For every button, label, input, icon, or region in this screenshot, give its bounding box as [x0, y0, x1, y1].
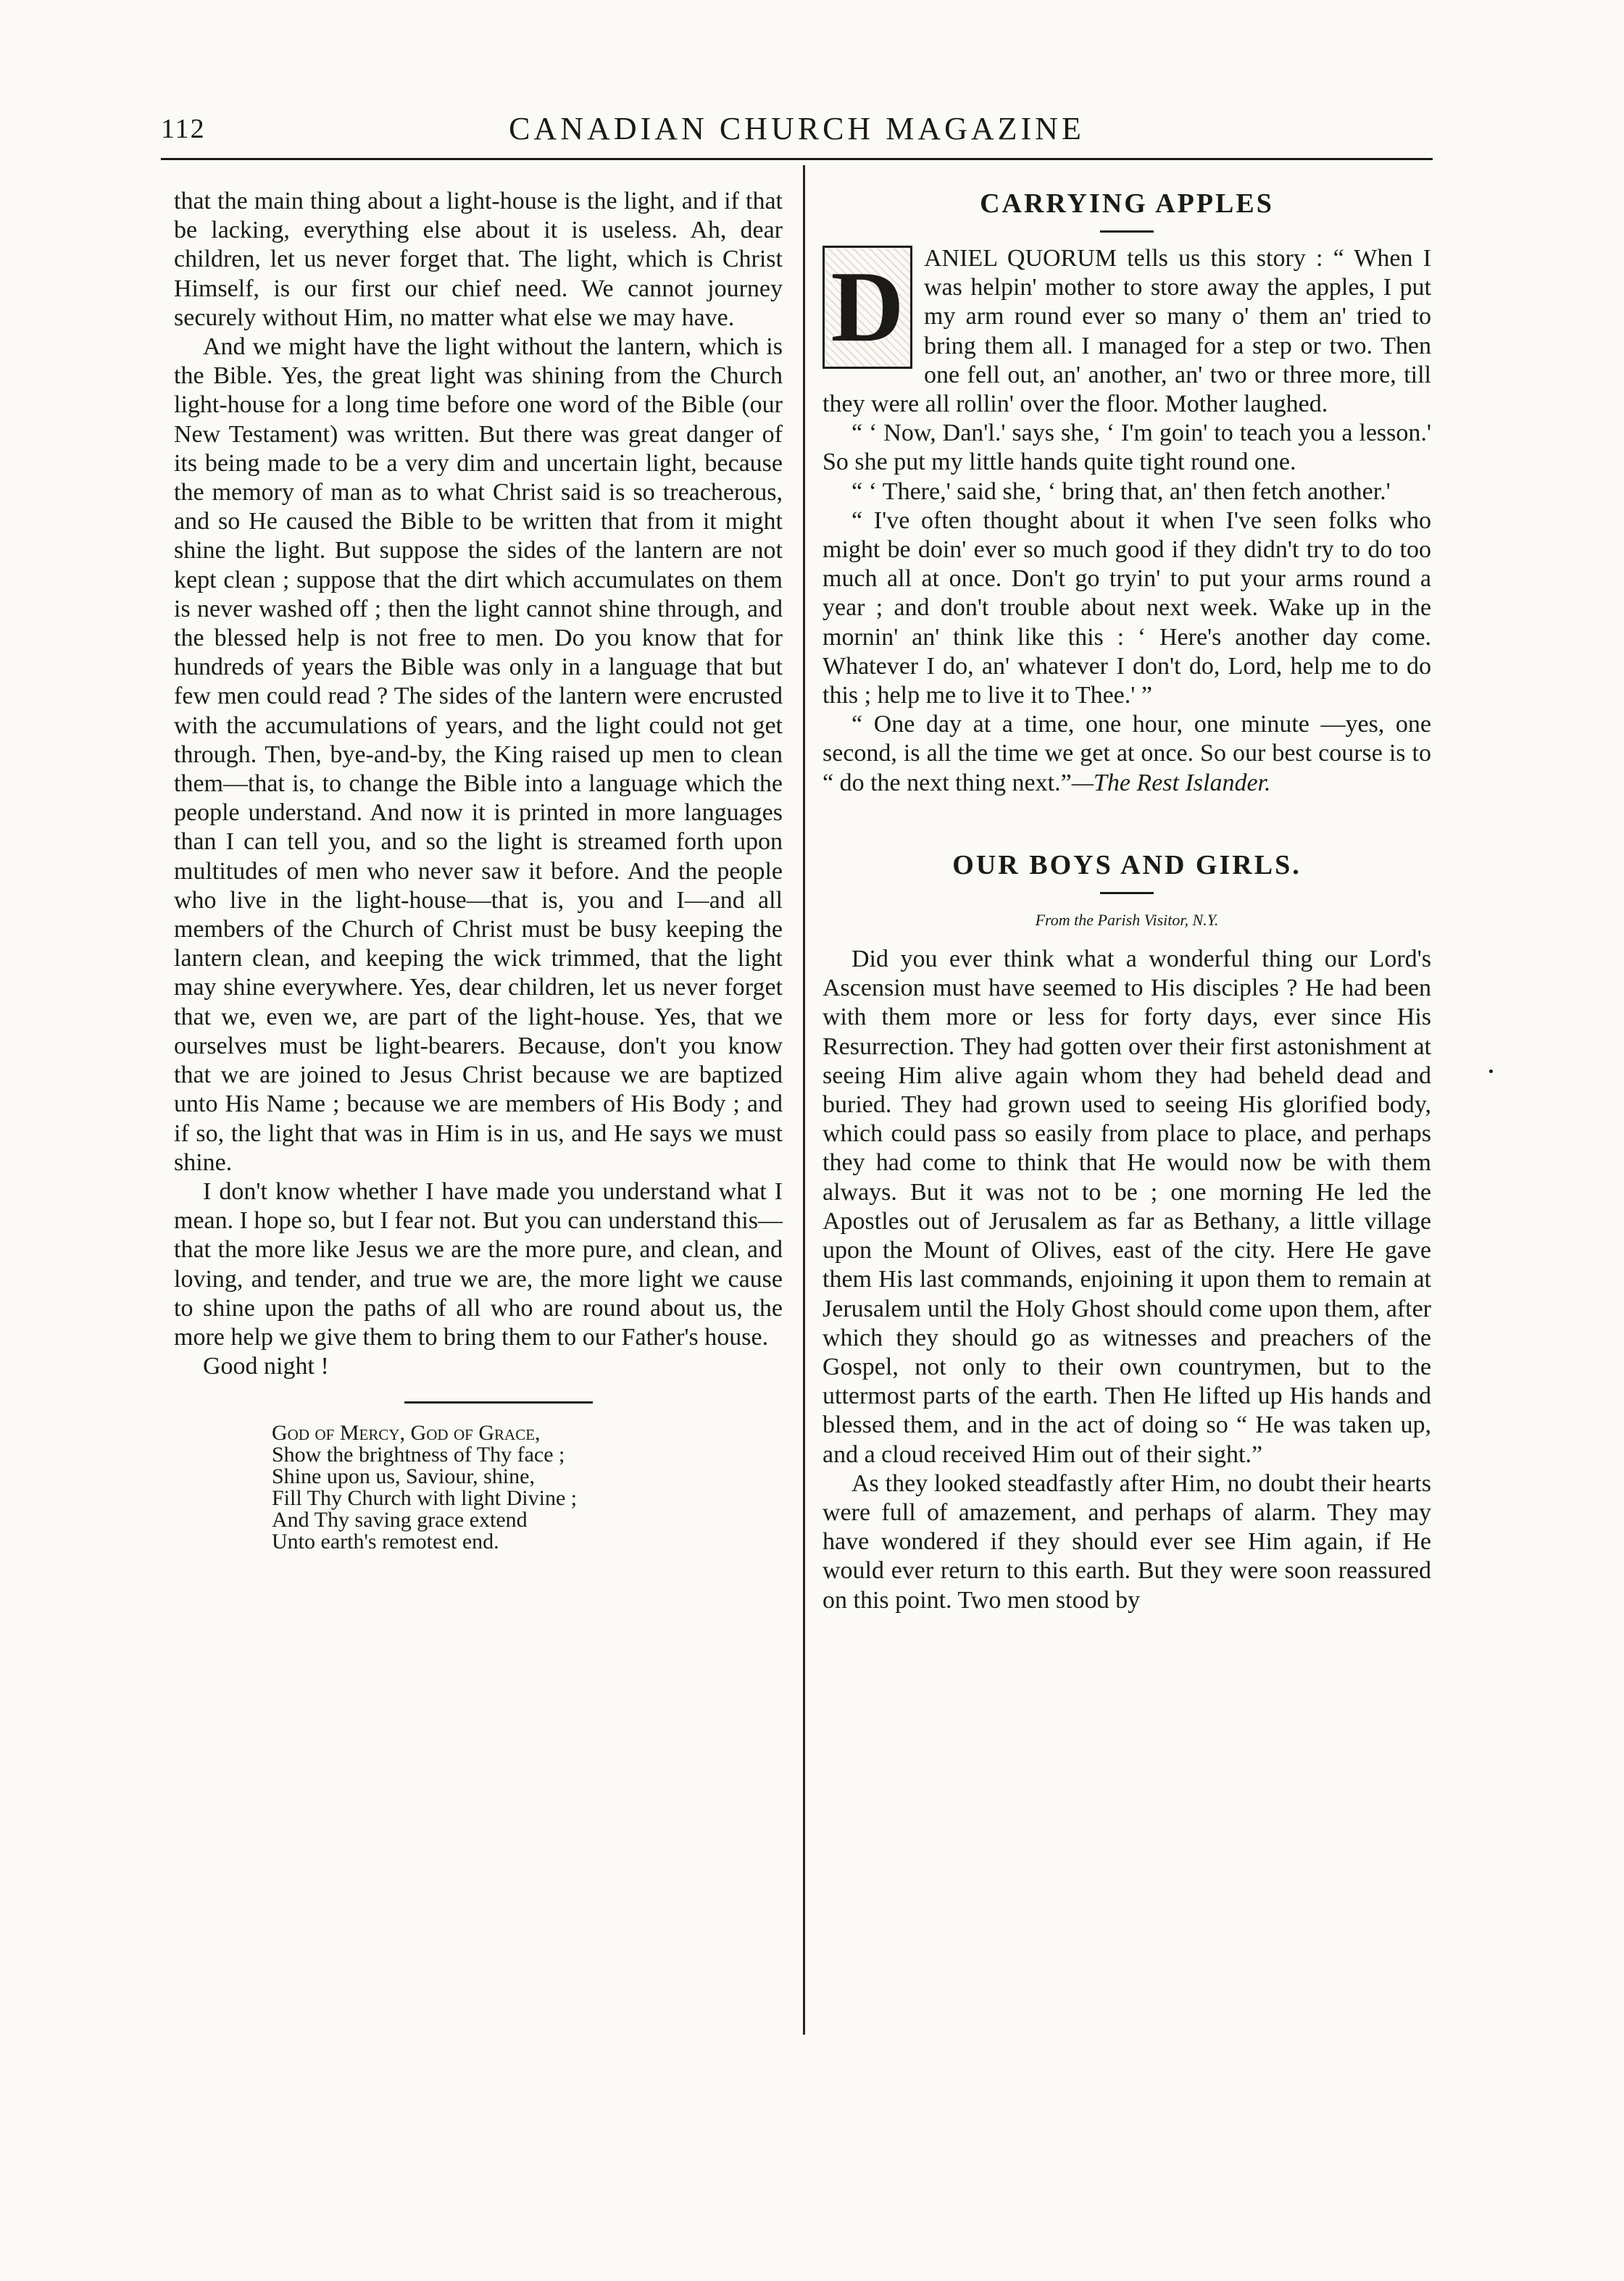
page-speck	[1489, 1069, 1493, 1073]
poem-line: Unto earth's remotest end.	[272, 1530, 499, 1554]
title-rule	[1100, 892, 1154, 894]
left-column	[174, 187, 783, 1553]
section-title-our-boys-and-girls: OUR BOYS AND GIRLS.	[952, 849, 1302, 880]
page-number: 112	[161, 114, 206, 144]
poem	[272, 1422, 783, 1553]
poem-line: Fill Thy Church with light Divine ;	[272, 1486, 578, 1511]
article-byline: From the Parish Visitor, N.Y.	[1035, 910, 1219, 929]
page-header	[161, 109, 1433, 152]
title-rule	[1100, 230, 1154, 233]
poem-line: Show the brightness of Thy face ;	[272, 1443, 565, 1467]
story-text: “ One day at a time, one hour, one minute —yes, one second, is all the time we get at once. So our best course is to “ do the next thing next.”	[823, 711, 1431, 796]
poem-divider	[404, 1401, 593, 1404]
story-paragraph: “ ‘ There,' said she, ‘ bring that, an' then fetch another.'	[851, 478, 1391, 505]
column-divider	[803, 165, 805, 2035]
right-column	[823, 187, 1431, 1615]
section-gap	[823, 798, 1431, 848]
story-paragraph	[823, 710, 1431, 798]
story-paragraph: “ I've often thought about it when I've seen folks who might be doin' ever so much good if they didn't try to do too much all at once. Don't go tryin' to put your arms round a year ; and don't trouble about next week. Wake up in the mornin' an' think like this : ‘ Here's another day come. Whatever I do, an' whatever I don't do, Lord, help me to do this ; help me to live it to Thee.' ”	[823, 506, 1431, 709]
closing-line: Good night !	[203, 1353, 329, 1380]
story-source: —The Rest Islander.	[1071, 769, 1271, 796]
ornamental-drop-cap: D	[823, 246, 912, 369]
body-paragraph: And we might have the light without the lantern, which is the Bible. Yes, the great light was shining from the Church light-house for a long time before one word of the Bible (our New Testament) was written. But there was great danger of its being made to be a very dim and uncertain light, because the memory of man as to what Christ said is so treacherous, and so He caused the Bible to be written that from it might shine the light. But suppose the sides of the lantern are not kept clean ; suppose that the dirt which accumulates on them is never washed off ; then the light cannot shine through, and the blessed help is not free to men. Do you know that for hundreds of years the Bible was only in a language that but few men could read ? The sides of the lantern were encrusted with the accumulations of years, and the light could not get through. Then, bye-and-by, the King raised up men to clean them—that is, to change the Bible into a language which the people understand. And now it is printed in more languages than I can tell you, and so the light is streamed forth upon multitudes of men who never saw it before. And the people who live in the light-house—that is, you and I—and all members of the Church of Christ must be busy keeping the lantern clean, and keeping the wick trimmed, that the light may shine everywhere. Yes, dear children, let us never forget that we, even we, are part of the light-house. Yes, that we ourselves must be light-bearers. Because, don't you know that we are joined to Jesus Christ because we are baptized unto His Name ; because we are members of His Body ; and if so, the light that was in Him is in us, and He says we must shine.	[174, 333, 783, 1176]
magazine-title: CANADIAN CHURCH MAGAZINE	[509, 111, 1085, 146]
poem-line: Shine upon us, Saviour, shine,	[272, 1464, 535, 1489]
story-paragraph	[823, 244, 1431, 419]
poem-line: God of Mercy, God of Grace,	[272, 1421, 541, 1446]
body-paragraph: I don't know whether I have made you understand what I mean. I hope so, but I fear not. But you can understand this—that the more like Jesus we are the more pure, and clean, and loving, and tender, and true we are, the more light we cause to shine upon the paths of all who are round about us, the more help we give them to bring them to our Father's house.	[174, 1177, 783, 1351]
article-paragraph: As they looked steadfastly after Him, no doubt their hearts were full of amazement, and perhaps of alarm. They may have wondered if they should ever see Him again, if He would ever return to this earth. But they were soon reassured on this point. Two men stood by	[823, 1469, 1431, 1614]
poem-line: And Thy saving grace extend	[272, 1508, 528, 1533]
header-rule	[161, 158, 1433, 160]
body-paragraph: that the main thing about a light-house is the light, and if that be lacking, everything else about it is useless. Ah, dear children, let us never forget that. The light, which is Christ Himself, is our first our chief need. We cannot journey securely without Him, no matter what else we may have.	[174, 188, 783, 331]
section-title-carrying-apples: CARRYING APPLES	[980, 188, 1274, 219]
story-paragraph: “ ‘ Now, Dan'l.' says she, ‘ I'm goin' to teach you a lesson.' So she put my little hands quite tight round one.	[823, 420, 1431, 476]
article-paragraph: Did you ever think what a wonderful thing our Lord's Ascension must have seemed to His disciples ? He had been with them more or less for forty days, ever since His Resurrection. They had gotten over their first astonishment at seeing Him alive again whom they had beheld dead and buried. They had grown used to seeing His glorified body, which could pass so easily from place to place, and perhaps they had come to think that He would now be with them always. But it was not to be ; one morning He led the Apostles out of Jerusalem as far as Bethany, a little village upon the Mount of Olives, east of the city. Here He gave them His last commands, enjoining it upon them to remain at Jerusalem until the Holy Ghost should come upon them, after which they should go as witnesses and preachers of the Gospel, not only to their own countrymen, but to the uttermost parts of the earth. Then He lifted up His hands and blessed them, and in the act of doing so “ He was taken up, and a cloud received Him out of their sight.”	[823, 946, 1431, 1468]
story-text: ANIEL QUORUM tells us this story : “ When I was helpin' mother to store away the apples, I put my arm round ever so many o' them an' tried to bring them all. I managed for a step or two. Then one fell out, an' another, an' two or three more, till they were all rollin' over the floor. Mother laughed.	[823, 245, 1431, 418]
